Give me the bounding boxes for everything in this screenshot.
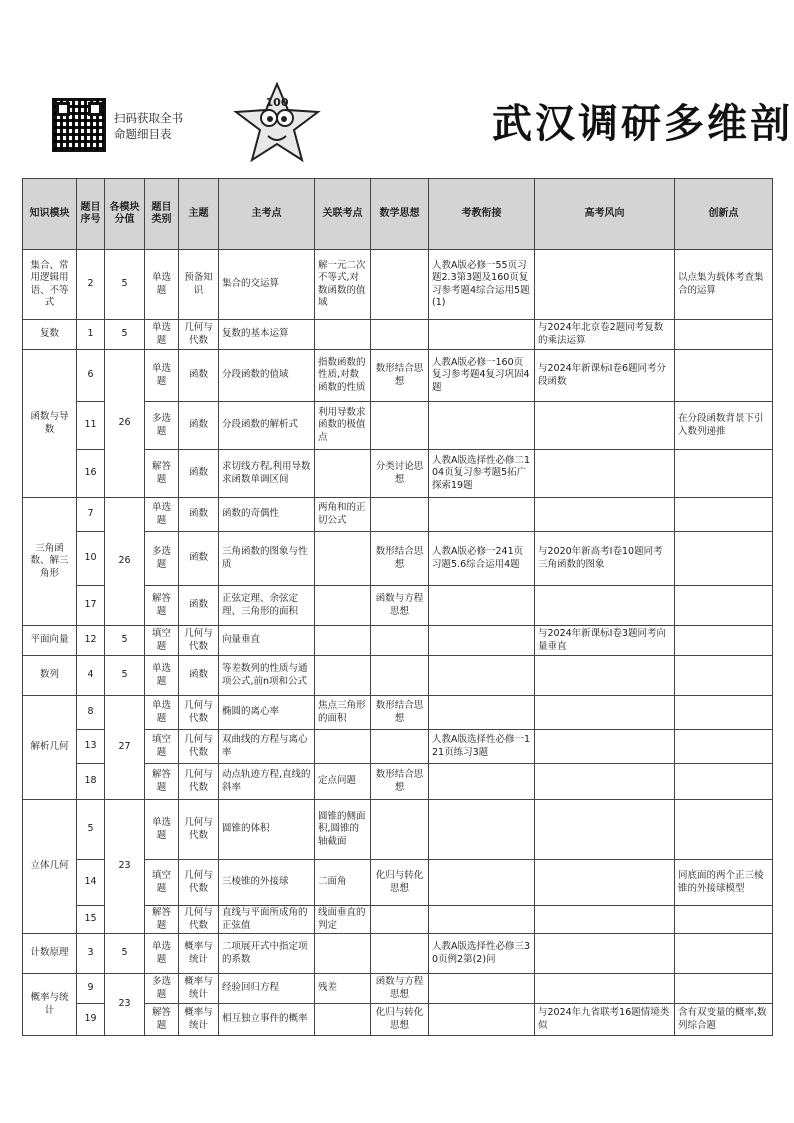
thought-cell bbox=[371, 800, 429, 860]
table-row bbox=[23, 974, 773, 1004]
table-row bbox=[23, 320, 773, 350]
score-cell: 5 bbox=[105, 626, 145, 656]
thought-cell bbox=[371, 906, 429, 934]
main-point-cell: 复数的基本运算 bbox=[219, 320, 315, 350]
innovation-cell bbox=[675, 696, 773, 730]
col-header-number: 题目序号 bbox=[77, 179, 105, 250]
textbook-link-cell: 人教A版选择性必修三30页例2第(2)问 bbox=[429, 934, 535, 974]
topic-cell: 几何与代数 bbox=[179, 800, 219, 860]
module-cell: 复数 bbox=[23, 320, 77, 350]
topic-cell: 几何与代数 bbox=[179, 860, 219, 906]
table-row bbox=[23, 498, 773, 532]
col-header-type: 题目类别 bbox=[145, 179, 179, 250]
thought-cell bbox=[371, 626, 429, 656]
textbook-link-cell: 人教A版必修一55页习题2.3第3题及160页复习参考题4综合运用5题(1) bbox=[429, 250, 535, 320]
textbook-link-cell bbox=[429, 906, 535, 934]
trend-cell bbox=[535, 696, 675, 730]
main-point-cell: 求切线方程,利用导数求函数单调区间 bbox=[219, 450, 315, 498]
related-point-cell bbox=[315, 656, 371, 696]
thought-cell: 数形结合思想 bbox=[371, 350, 429, 402]
exam-spec-table bbox=[22, 178, 773, 1036]
trend-cell bbox=[535, 250, 675, 320]
score-cell: 26 bbox=[105, 498, 145, 626]
col-header-thought: 数学思想 bbox=[371, 179, 429, 250]
number-cell: 14 bbox=[77, 860, 105, 906]
trend-cell: 与2020年新高考Ⅰ卷10题同考三角函数的图象 bbox=[535, 532, 675, 586]
trend-cell bbox=[535, 800, 675, 860]
trend-cell: 与2024年新课标Ⅰ卷3题同考向量垂直 bbox=[535, 626, 675, 656]
qr-caption-line1: 扫码获取全书 bbox=[114, 111, 183, 125]
main-point-cell: 双曲线的方程与离心率 bbox=[219, 730, 315, 764]
thought-cell bbox=[371, 934, 429, 974]
trend-cell bbox=[535, 450, 675, 498]
topic-cell: 几何与代数 bbox=[179, 730, 219, 764]
col-header-main-point: 主考点 bbox=[219, 179, 315, 250]
thought-cell: 分类讨论思想 bbox=[371, 450, 429, 498]
table-row bbox=[23, 626, 773, 656]
topic-cell: 函数 bbox=[179, 498, 219, 532]
related-point-cell: 指数函数的性质,对数函数的性质 bbox=[315, 350, 371, 402]
number-cell: 9 bbox=[77, 974, 105, 1004]
textbook-link-cell bbox=[429, 656, 535, 696]
textbook-link-cell bbox=[429, 764, 535, 800]
innovation-cell bbox=[675, 450, 773, 498]
number-cell: 1 bbox=[77, 320, 105, 350]
textbook-link-cell bbox=[429, 696, 535, 730]
related-point-cell: 线面垂直的判定 bbox=[315, 906, 371, 934]
topic-cell: 函数 bbox=[179, 350, 219, 402]
mascot-label: 100 bbox=[265, 96, 289, 109]
thought-cell: 化归与转化思想 bbox=[371, 860, 429, 906]
question-type-cell: 单选题 bbox=[145, 320, 179, 350]
question-type-cell: 单选题 bbox=[145, 696, 179, 730]
thought-cell: 函数与方程思想 bbox=[371, 974, 429, 1004]
main-point-cell: 动点轨迹方程,直线的斜率 bbox=[219, 764, 315, 800]
innovation-cell bbox=[675, 974, 773, 1004]
main-point-cell: 正弦定理、余弦定理、三角形的面积 bbox=[219, 586, 315, 626]
related-point-cell: 定点问题 bbox=[315, 764, 371, 800]
trend-cell: 与2024年新课标Ⅰ卷6题同考分段函数 bbox=[535, 350, 675, 402]
main-point-cell: 等差数列的性质与通项公式,前n项和公式 bbox=[219, 656, 315, 696]
question-type-cell: 解答题 bbox=[145, 1004, 179, 1036]
related-point-cell bbox=[315, 934, 371, 974]
innovation-cell bbox=[675, 350, 773, 402]
module-cell: 立体几何 bbox=[23, 800, 77, 934]
thought-cell: 数形结合思想 bbox=[371, 696, 429, 730]
related-point-cell: 利用导数求函数的极值点 bbox=[315, 402, 371, 450]
number-cell: 3 bbox=[77, 934, 105, 974]
number-cell: 12 bbox=[77, 626, 105, 656]
module-cell: 三角函数、解三角形 bbox=[23, 498, 77, 626]
score-cell: 5 bbox=[105, 250, 145, 320]
module-cell: 数列 bbox=[23, 656, 77, 696]
innovation-cell: 含有双变量的概率,数列综合题 bbox=[675, 1004, 773, 1036]
question-type-cell: 多选题 bbox=[145, 974, 179, 1004]
module-cell: 集合、常用逻辑用语、不等式 bbox=[23, 250, 77, 320]
score-cell: 5 bbox=[105, 934, 145, 974]
score-cell: 26 bbox=[105, 350, 145, 498]
thought-cell: 化归与转化思想 bbox=[371, 1004, 429, 1036]
number-cell: 11 bbox=[77, 402, 105, 450]
textbook-link-cell bbox=[429, 586, 535, 626]
question-type-cell: 多选题 bbox=[145, 532, 179, 586]
qr-caption bbox=[114, 110, 183, 142]
main-point-cell: 经验回归方程 bbox=[219, 974, 315, 1004]
module-cell: 概率与统计 bbox=[23, 974, 77, 1036]
related-point-cell: 解一元二次不等式,对数函数的值域 bbox=[315, 250, 371, 320]
number-cell: 6 bbox=[77, 350, 105, 402]
number-cell: 7 bbox=[77, 498, 105, 532]
trend-cell bbox=[535, 656, 675, 696]
topic-cell: 函数 bbox=[179, 402, 219, 450]
table-row bbox=[23, 350, 773, 402]
question-type-cell: 单选题 bbox=[145, 656, 179, 696]
number-cell: 19 bbox=[77, 1004, 105, 1036]
main-point-cell: 函数的奇偶性 bbox=[219, 498, 315, 532]
trend-cell bbox=[535, 906, 675, 934]
table-row bbox=[23, 250, 773, 320]
number-cell: 5 bbox=[77, 800, 105, 860]
textbook-link-cell: 人教A版必修一241页习题5.6综合运用4题 bbox=[429, 532, 535, 586]
page-title: 武汉调研多维剖 bbox=[492, 100, 793, 147]
related-point-cell: 残差 bbox=[315, 974, 371, 1004]
related-point-cell bbox=[315, 320, 371, 350]
trend-cell bbox=[535, 974, 675, 1004]
trend-cell bbox=[535, 498, 675, 532]
number-cell: 17 bbox=[77, 586, 105, 626]
qr-code[interactable] bbox=[52, 98, 106, 152]
main-point-cell: 集合的交运算 bbox=[219, 250, 315, 320]
table-row bbox=[23, 800, 773, 860]
textbook-link-cell bbox=[429, 626, 535, 656]
topic-cell: 预备知识 bbox=[179, 250, 219, 320]
thought-cell: 数形结合思想 bbox=[371, 532, 429, 586]
main-point-cell: 三棱锥的外接球 bbox=[219, 860, 315, 906]
score-cell: 23 bbox=[105, 974, 145, 1036]
topic-cell: 概率与统计 bbox=[179, 1004, 219, 1036]
col-header-topic: 主题 bbox=[179, 179, 219, 250]
thought-cell bbox=[371, 320, 429, 350]
related-point-cell bbox=[315, 586, 371, 626]
question-type-cell: 单选题 bbox=[145, 800, 179, 860]
related-point-cell bbox=[315, 450, 371, 498]
question-type-cell: 填空题 bbox=[145, 730, 179, 764]
textbook-link-cell: 人教A版选择性必修一121页练习3题 bbox=[429, 730, 535, 764]
thought-cell bbox=[371, 730, 429, 764]
topic-cell: 几何与代数 bbox=[179, 764, 219, 800]
innovation-cell bbox=[675, 906, 773, 934]
topic-cell: 几何与代数 bbox=[179, 696, 219, 730]
main-point-cell: 直线与平面所成角的正弦值 bbox=[219, 906, 315, 934]
innovation-cell bbox=[675, 320, 773, 350]
textbook-link-cell bbox=[429, 1004, 535, 1036]
qr-caption-line2: 命题细目表 bbox=[114, 127, 172, 141]
innovation-cell: 在分段函数背景下引入数列递推 bbox=[675, 402, 773, 450]
page-header bbox=[0, 0, 794, 178]
related-point-cell: 圆锥的侧面积,圆锥的轴截面 bbox=[315, 800, 371, 860]
innovation-cell bbox=[675, 532, 773, 586]
score-cell: 23 bbox=[105, 800, 145, 934]
table-row bbox=[23, 656, 773, 696]
topic-cell: 概率与统计 bbox=[179, 934, 219, 974]
number-cell: 16 bbox=[77, 450, 105, 498]
question-type-cell: 单选题 bbox=[145, 934, 179, 974]
innovation-cell bbox=[675, 656, 773, 696]
main-point-cell: 相互独立事件的概率 bbox=[219, 1004, 315, 1036]
trend-cell bbox=[535, 764, 675, 800]
topic-cell: 几何与代数 bbox=[179, 320, 219, 350]
table-header-row bbox=[23, 179, 773, 250]
thought-cell: 函数与方程思想 bbox=[371, 586, 429, 626]
textbook-link-cell bbox=[429, 974, 535, 1004]
number-cell: 2 bbox=[77, 250, 105, 320]
trend-cell: 与2024年北京卷2题同考复数的乘法运算 bbox=[535, 320, 675, 350]
question-type-cell: 单选题 bbox=[145, 350, 179, 402]
related-point-cell bbox=[315, 626, 371, 656]
table-body bbox=[23, 250, 773, 1036]
module-cell: 解析几何 bbox=[23, 696, 77, 800]
thought-cell: 数形结合思想 bbox=[371, 764, 429, 800]
related-point-cell bbox=[315, 730, 371, 764]
related-point-cell: 焦点三角形的面积 bbox=[315, 696, 371, 730]
textbook-link-cell bbox=[429, 498, 535, 532]
number-cell: 4 bbox=[77, 656, 105, 696]
table-row bbox=[23, 934, 773, 974]
number-cell: 8 bbox=[77, 696, 105, 730]
col-header-innovation: 创新点 bbox=[675, 179, 773, 250]
col-header-textbook-link: 考教衔接 bbox=[429, 179, 535, 250]
question-type-cell: 多选题 bbox=[145, 402, 179, 450]
number-cell: 10 bbox=[77, 532, 105, 586]
related-point-cell bbox=[315, 532, 371, 586]
number-cell: 13 bbox=[77, 730, 105, 764]
number-cell: 15 bbox=[77, 906, 105, 934]
main-point-cell: 圆锥的体积 bbox=[219, 800, 315, 860]
col-header-module: 知识模块 bbox=[23, 179, 77, 250]
topic-cell: 几何与代数 bbox=[179, 906, 219, 934]
main-point-cell: 向量垂直 bbox=[219, 626, 315, 656]
module-cell: 平面向量 bbox=[23, 626, 77, 656]
trend-cell bbox=[535, 586, 675, 626]
thought-cell bbox=[371, 656, 429, 696]
topic-cell: 函数 bbox=[179, 586, 219, 626]
thought-cell bbox=[371, 250, 429, 320]
score-cell: 5 bbox=[105, 320, 145, 350]
innovation-cell bbox=[675, 764, 773, 800]
innovation-cell bbox=[675, 586, 773, 626]
textbook-link-cell: 人教A版必修一160页复习参考题4复习巩固4题 bbox=[429, 350, 535, 402]
innovation-cell: 以点集为载体考查集合的运算 bbox=[675, 250, 773, 320]
topic-cell: 函数 bbox=[179, 532, 219, 586]
textbook-link-cell: 人教A版选择性必修二104页复习参考题5拓广探索19题 bbox=[429, 450, 535, 498]
question-type-cell: 单选题 bbox=[145, 250, 179, 320]
topic-cell: 函数 bbox=[179, 656, 219, 696]
star-mascot-icon bbox=[232, 82, 322, 164]
thought-cell bbox=[371, 402, 429, 450]
col-header-related-point: 关联考点 bbox=[315, 179, 371, 250]
main-point-cell: 三角函数的图象与性质 bbox=[219, 532, 315, 586]
topic-cell: 几何与代数 bbox=[179, 626, 219, 656]
innovation-cell bbox=[675, 498, 773, 532]
question-type-cell: 单选题 bbox=[145, 498, 179, 532]
question-type-cell: 解答题 bbox=[145, 586, 179, 626]
related-point-cell: 二面角 bbox=[315, 860, 371, 906]
textbook-link-cell bbox=[429, 320, 535, 350]
topic-cell: 概率与统计 bbox=[179, 974, 219, 1004]
question-type-cell: 填空题 bbox=[145, 626, 179, 656]
textbook-link-cell bbox=[429, 860, 535, 906]
main-point-cell: 分段函数的解析式 bbox=[219, 402, 315, 450]
number-cell: 18 bbox=[77, 764, 105, 800]
table-row bbox=[23, 696, 773, 730]
question-type-cell: 解答题 bbox=[145, 450, 179, 498]
question-type-cell: 解答题 bbox=[145, 764, 179, 800]
innovation-cell bbox=[675, 800, 773, 860]
score-cell: 5 bbox=[105, 656, 145, 696]
innovation-cell: 同底面的两个正三棱锥的外接球模型 bbox=[675, 860, 773, 906]
thought-cell bbox=[371, 498, 429, 532]
trend-cell bbox=[535, 402, 675, 450]
topic-cell: 函数 bbox=[179, 450, 219, 498]
trend-cell bbox=[535, 860, 675, 906]
innovation-cell bbox=[675, 934, 773, 974]
textbook-link-cell bbox=[429, 402, 535, 450]
score-cell: 27 bbox=[105, 696, 145, 800]
innovation-cell bbox=[675, 626, 773, 656]
question-type-cell: 解答题 bbox=[145, 906, 179, 934]
trend-cell bbox=[535, 730, 675, 764]
trend-cell: 与2024年九省联考16题情境类似 bbox=[535, 1004, 675, 1036]
question-type-cell: 填空题 bbox=[145, 860, 179, 906]
right-margin bbox=[772, 178, 794, 1058]
related-point-cell: 两角和的正切公式 bbox=[315, 498, 371, 532]
innovation-cell bbox=[675, 730, 773, 764]
main-point-cell: 分段函数的值域 bbox=[219, 350, 315, 402]
main-point-cell: 二项展开式中指定项的系数 bbox=[219, 934, 315, 974]
textbook-link-cell bbox=[429, 800, 535, 860]
related-point-cell bbox=[315, 1004, 371, 1036]
module-cell: 计数原理 bbox=[23, 934, 77, 974]
col-header-trend: 高考风向 bbox=[535, 179, 675, 250]
trend-cell bbox=[535, 934, 675, 974]
main-point-cell: 椭圆的离心率 bbox=[219, 696, 315, 730]
module-cell: 函数与导数 bbox=[23, 350, 77, 498]
col-header-score: 各模块分值 bbox=[105, 179, 145, 250]
